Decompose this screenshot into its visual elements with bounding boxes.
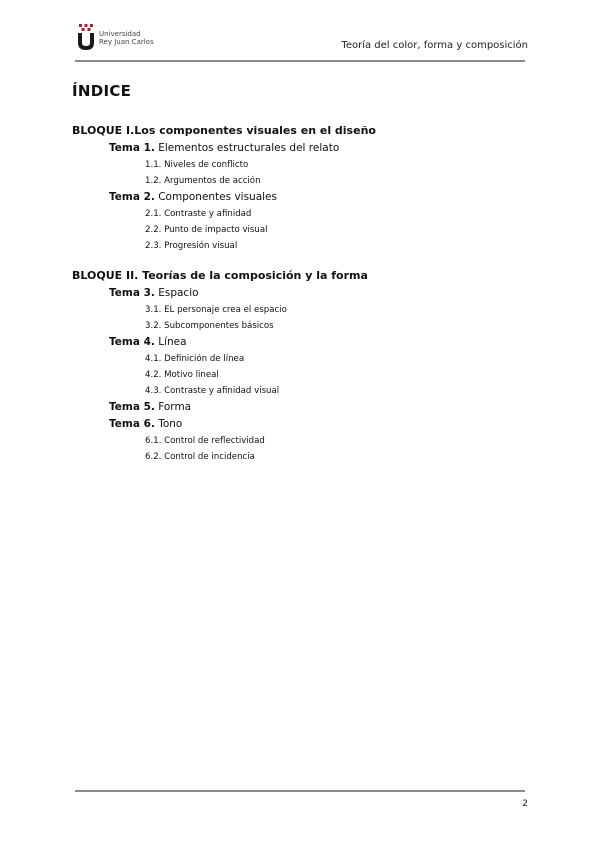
- subsection-4-3[interactable]: 4.3. Contraste y afinidad visual: [145, 386, 280, 396]
- subsection-6-2[interactable]: 6.2. Control de incidencia: [145, 452, 255, 462]
- tema-4-entry[interactable]: [72, 334, 532, 351]
- header-divider: [75, 60, 525, 62]
- tema-6-entry[interactable]: [72, 416, 532, 433]
- tema-title: Espacio: [158, 287, 199, 299]
- tema-3-entry[interactable]: [72, 285, 532, 302]
- tema-number: Tema 6.: [109, 418, 155, 430]
- footer-divider: [75, 790, 525, 792]
- tema-5-entry[interactable]: [72, 399, 532, 416]
- subsection-2-1[interactable]: 2.1. Contraste y afinidad: [145, 209, 252, 219]
- subsection-3-1[interactable]: 3.1. EL personaje crea el espacio: [145, 305, 287, 315]
- subsection-1-1[interactable]: 1.1. Niveles de conflicto: [145, 160, 249, 170]
- university-logo: [77, 24, 167, 52]
- tema-title: Forma: [158, 401, 192, 413]
- subsection-3-2[interactable]: 3.2. Subcomponentes básicos: [145, 321, 274, 331]
- page-number: 2: [522, 799, 528, 809]
- logo-line-2: Rey Juan Carlos: [99, 38, 154, 46]
- tema-title: Componentes visuales: [158, 191, 277, 203]
- subsection-6-1[interactable]: 6.1. Control de reflectividad: [145, 436, 265, 446]
- subsection-4-2[interactable]: 4.2. Motivo lineal: [145, 370, 219, 380]
- document-header-title: Teoría del color, forma y composición: [341, 40, 528, 51]
- university-logo-icon: [77, 24, 95, 50]
- block-spacer: [72, 254, 532, 267]
- tema-number: Tema 2.: [109, 191, 155, 203]
- tema-2-entry[interactable]: [72, 189, 532, 206]
- logo-text: [99, 30, 154, 46]
- bloque-2-title[interactable]: BLOQUE II. Teorías de la composición y la forma: [72, 269, 368, 282]
- tema-1-entry[interactable]: [72, 140, 532, 157]
- bloque-1-title[interactable]: BLOQUE I.Los componentes visuales en el diseño: [72, 124, 376, 137]
- tema-title: Línea: [158, 336, 187, 348]
- table-of-contents: [72, 122, 532, 465]
- tema-number: Tema 5.: [109, 401, 155, 413]
- subsection-2-3[interactable]: 2.3. Progresión visual: [145, 241, 238, 251]
- page-title: ÍNDICE: [72, 82, 132, 100]
- subsection-1-2[interactable]: 1.2. Argumentos de acción: [145, 176, 261, 186]
- tema-number: Tema 4.: [109, 336, 155, 348]
- subsection-4-1[interactable]: 4.1. Definición de línea: [145, 354, 245, 364]
- tema-title: Elementos estructurales del relato: [158, 142, 340, 154]
- logo-line-1: Universidad: [99, 30, 141, 38]
- tema-number: Tema 1.: [109, 142, 155, 154]
- tema-title: Tono: [158, 418, 183, 430]
- subsection-2-2[interactable]: 2.2. Punto de impacto visual: [145, 225, 268, 235]
- tema-number: Tema 3.: [109, 287, 155, 299]
